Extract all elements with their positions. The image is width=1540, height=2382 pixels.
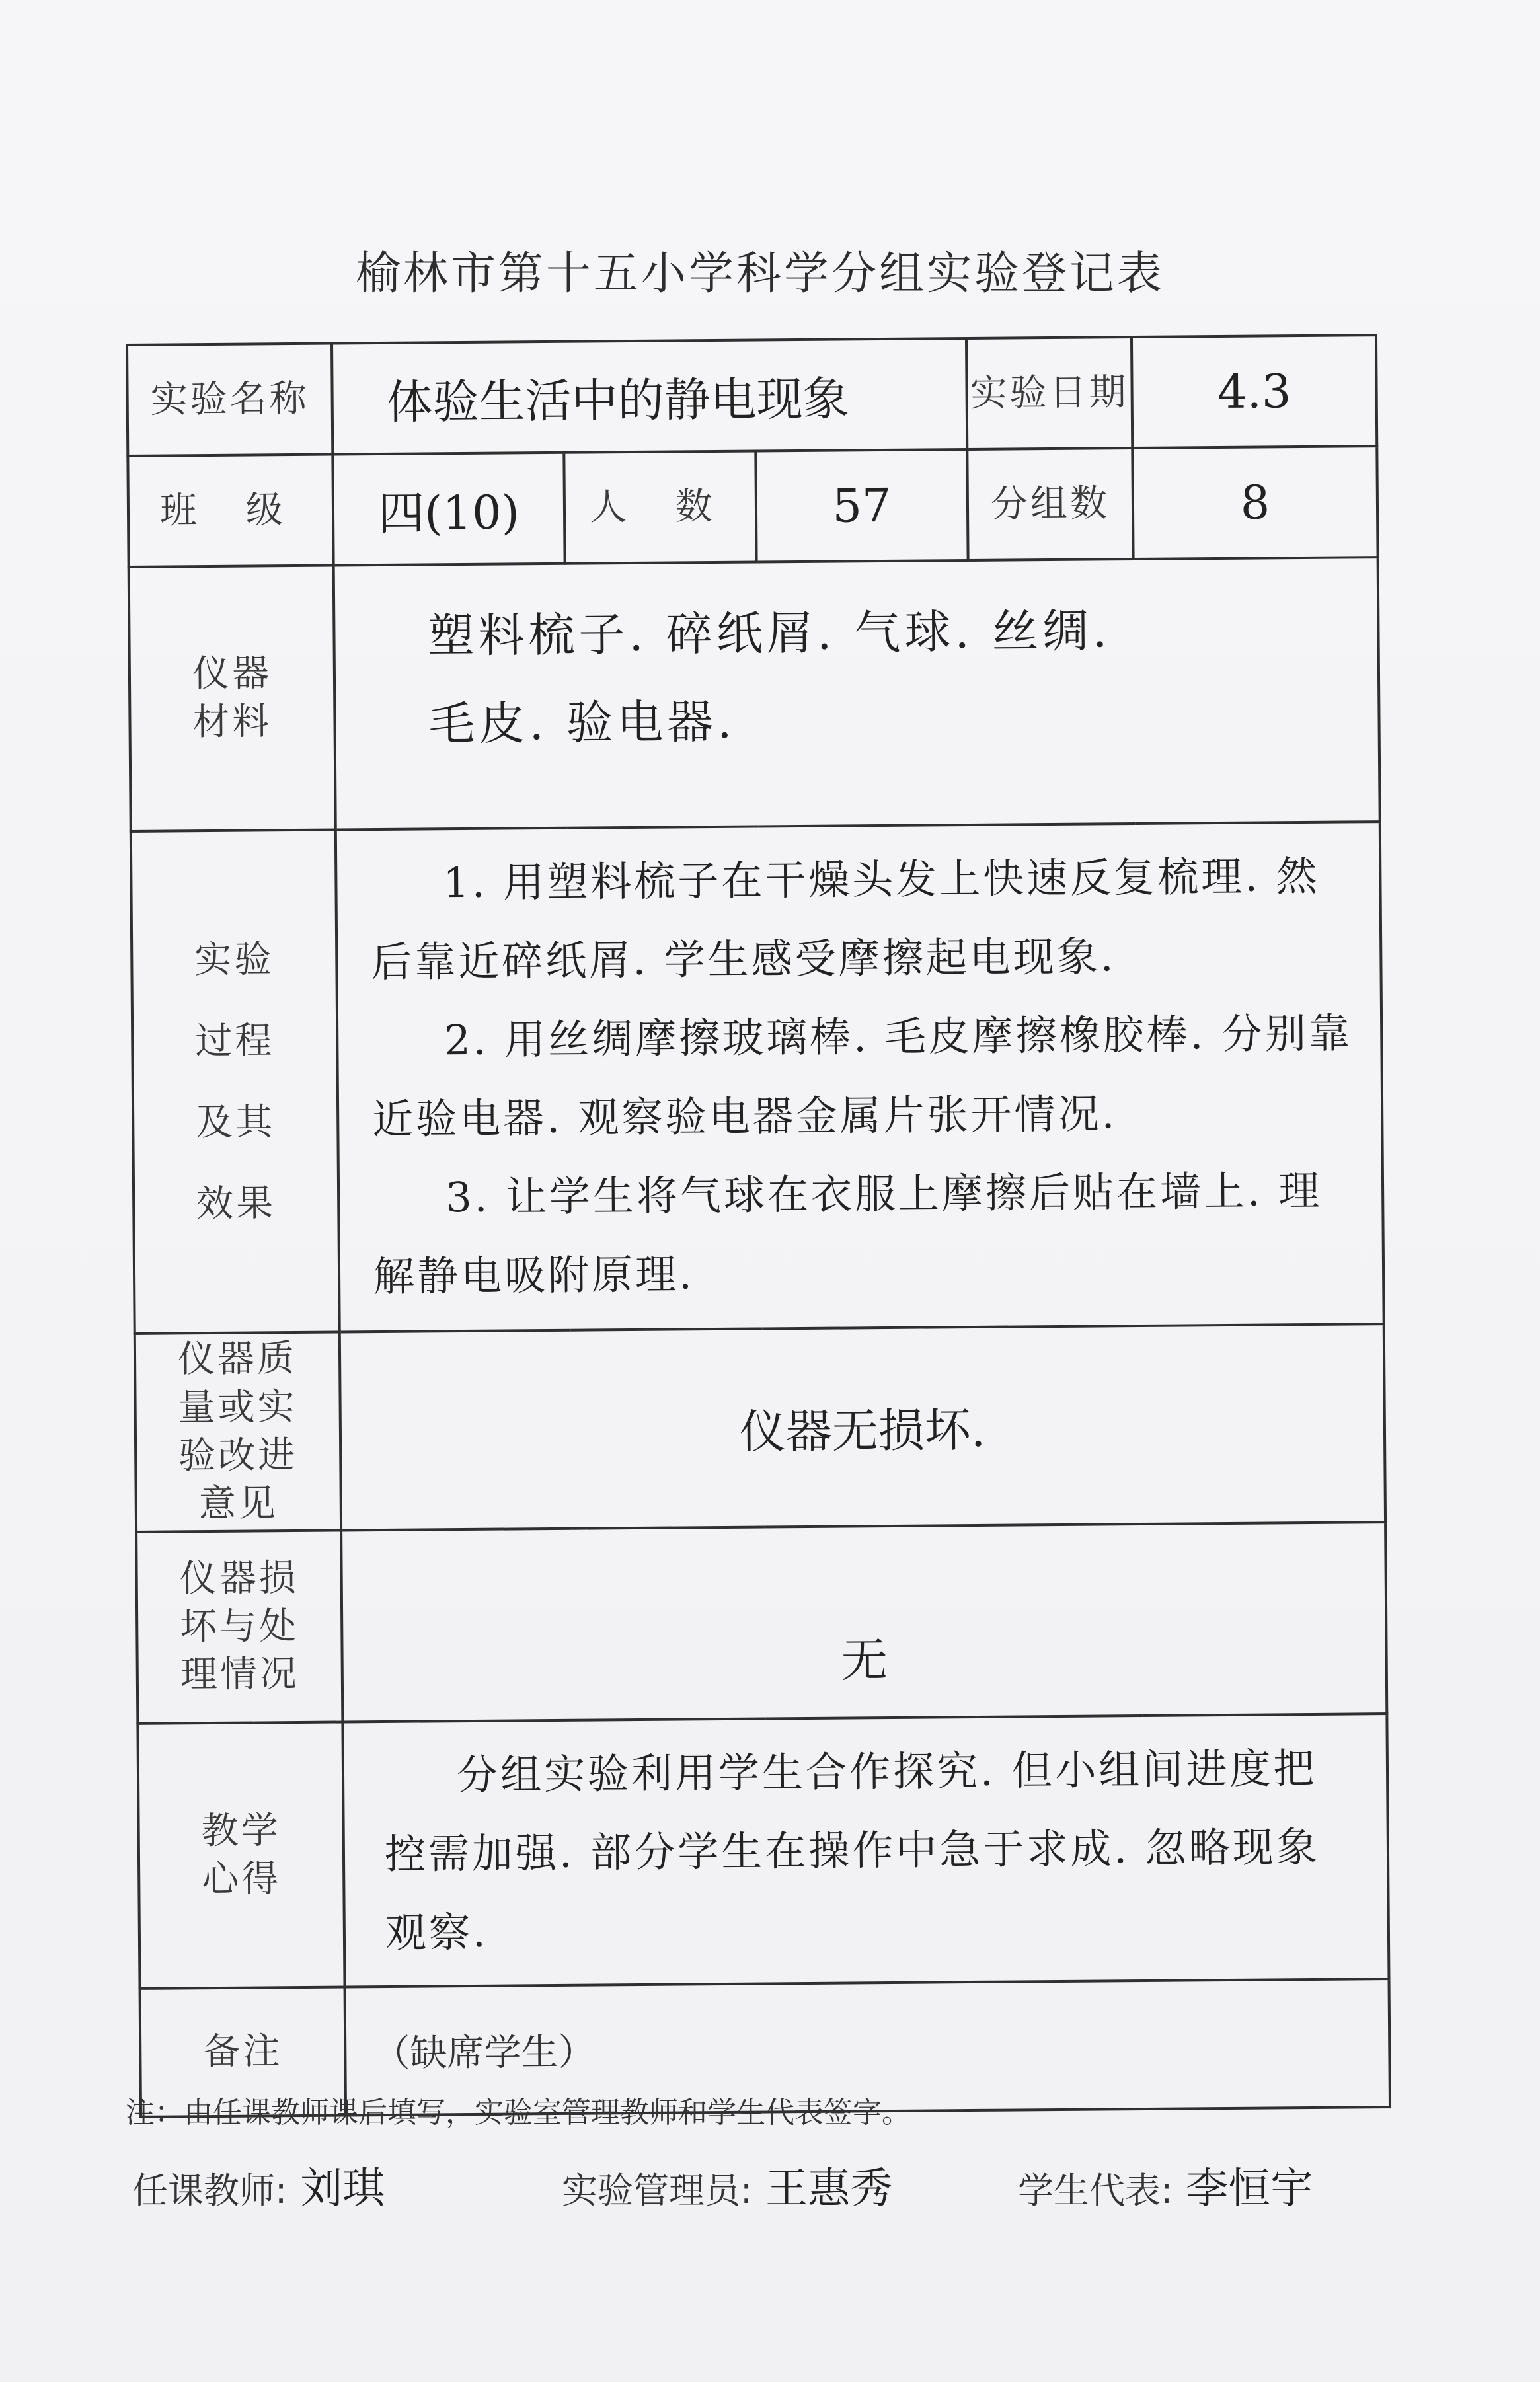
- admin-name: 王惠秀: [765, 2165, 893, 2213]
- row-quality: [135, 1324, 1385, 1532]
- remarks-value: （缺席学生）: [345, 1979, 1390, 2115]
- teaching-label: 教学心得: [137, 1722, 344, 1989]
- registration-table: [126, 334, 1391, 2118]
- row-teaching: [137, 1714, 1389, 1989]
- footer-note: 注：由任课教师课后填写，实验室管理教师和学生代表签字。: [126, 2096, 911, 2130]
- form-title: 榆林市第十五小学科学分组实验登记表: [355, 248, 1165, 300]
- experiment-date-value: 4.3: [1132, 335, 1377, 448]
- student-label: 学生代表:: [1018, 2170, 1173, 2211]
- process-step-1: 1. 用塑料梳子在干燥头发上快速反复梳理. 然后靠近碎纸屑. 学生感受摩擦起电现象.: [371, 851, 1320, 987]
- signature-row: [126, 2155, 1381, 2227]
- row-class-info: [128, 446, 1377, 567]
- class-label: 班 级: [128, 455, 333, 567]
- teacher-label: 任课教师:: [132, 2170, 288, 2211]
- teacher-name: 刘琪: [300, 2165, 385, 2213]
- teaching-value: 分组实验利用学生合作探究. 但小组间进度把控需加强. 部分学生在操作中急于求成. 忽略现象观察.: [342, 1714, 1389, 1987]
- teacher-signature: [132, 2155, 385, 2215]
- quality-value: 仪器无损坏.: [340, 1324, 1385, 1530]
- student-name: 李恒宇: [1186, 2165, 1313, 2213]
- damage-value: 无: [341, 1522, 1387, 1722]
- equipment-line-2: 毛皮. 验电器.: [428, 694, 736, 751]
- groups-label: 分组数: [967, 448, 1133, 560]
- people-label: 人 数: [564, 451, 756, 564]
- experiment-date-label: 实验日期: [966, 337, 1132, 449]
- process-value: [336, 822, 1384, 1332]
- people-value: 57: [755, 449, 968, 562]
- equipment-label: 仪器材料: [129, 566, 336, 831]
- row-damage: [136, 1522, 1387, 1724]
- process-step-3: 3. 让学生将气球在衣服上摩擦后贴在墙上. 理解静电吸附原理.: [373, 1166, 1323, 1301]
- process-step-2: 2. 用丝绸摩擦玻璃棒. 毛皮摩擦橡胶棒. 分别靠近验电器. 观察验电器金属片张开情况.: [371, 1009, 1353, 1144]
- registration-table-wrapper: [126, 334, 1389, 2082]
- equipment-value: [334, 557, 1380, 829]
- student-signature: [1018, 2155, 1313, 2215]
- equipment-line-1: 塑料梳子. 碎纸屑. 气球. 丝绸.: [428, 603, 1112, 664]
- row-experiment-name: [127, 335, 1377, 456]
- admin-label: 实验管理员:: [562, 2170, 753, 2211]
- row-process: [131, 822, 1384, 1334]
- experiment-name-value: 体验生活中的静电现象: [332, 338, 967, 455]
- process-label: 实验过程及其效果: [131, 830, 340, 1334]
- class-value: 四(10): [332, 453, 564, 566]
- quality-label: 仪器质量或实验改进意见: [135, 1332, 341, 1532]
- experiment-name-label: 实验名称: [127, 344, 332, 456]
- damage-label: 仪器损坏与处理情况: [136, 1530, 342, 1723]
- admin-signature: [562, 2155, 892, 2215]
- remarks-label: 备注: [140, 1987, 346, 2117]
- groups-value: 8: [1132, 446, 1377, 559]
- row-equipment: [129, 557, 1380, 831]
